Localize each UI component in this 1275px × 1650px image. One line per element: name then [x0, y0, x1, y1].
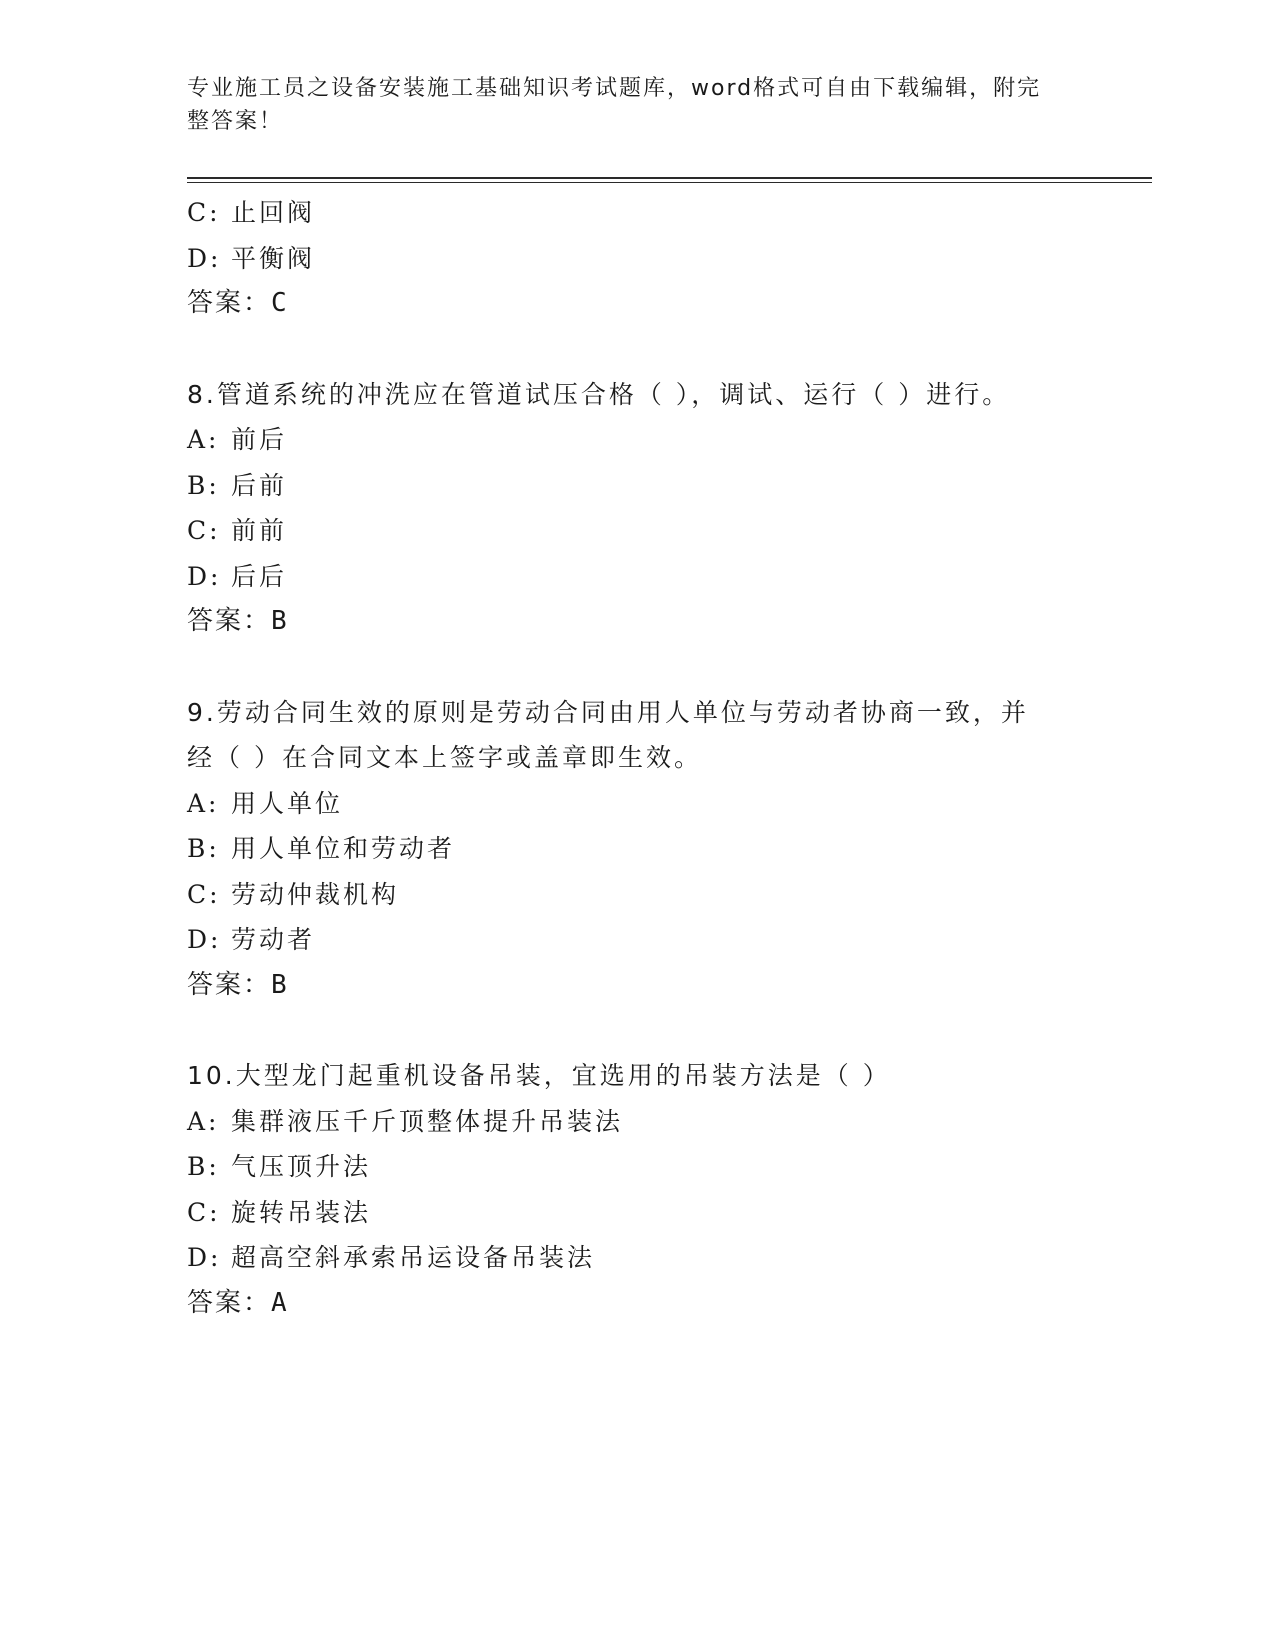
option-key: D:: [187, 561, 222, 591]
option-key: C:: [187, 879, 221, 909]
option-row: [187, 1190, 1087, 1236]
option-text: 气压顶升法: [231, 1152, 372, 1181]
option-key: A:: [187, 425, 220, 454]
question-block: [187, 690, 1087, 1009]
document-header: [187, 72, 1067, 138]
question-stem: 9.劳动合同生效的原则是劳动合同由用人单位与劳动者协商一致，并: [187, 697, 1029, 727]
option-key: A:: [187, 788, 220, 818]
question-content: [187, 190, 1087, 1326]
option-row: [187, 463, 1087, 509]
option-row: [187, 554, 1087, 600]
option-text: 止回阀: [231, 198, 316, 227]
option-row: [187, 236, 1087, 282]
answer-value: B: [271, 969, 289, 1000]
header-divider-thin: [187, 182, 1152, 183]
answer-label: 答案：: [187, 288, 272, 318]
option-key: B:: [187, 1152, 220, 1181]
option-text: 旋转吊装法: [231, 1197, 372, 1227]
option-key: C:: [187, 516, 221, 545]
option-row: [187, 1099, 1087, 1145]
option-key: D:: [187, 1243, 222, 1272]
header-line-2: 整答案！: [187, 109, 284, 134]
option-key: C:: [187, 1197, 221, 1227]
option-row: [187, 872, 1087, 918]
answer-label: 答案：: [187, 1287, 272, 1318]
option-text: 劳动者: [231, 925, 316, 954]
answer-label: 答案：: [187, 606, 272, 636]
option-text: 超高空斜承索吊运设备吊装法: [231, 1243, 596, 1272]
option-text: 前前: [231, 516, 288, 545]
spacer: [187, 645, 1087, 690]
option-text: 劳动仲裁机构: [231, 879, 400, 909]
question-block: [187, 1053, 1087, 1326]
option-row: [187, 917, 1087, 963]
option-text: 后后: [231, 561, 288, 591]
option-key: C:: [187, 198, 221, 227]
option-key: D:: [187, 243, 222, 273]
option-row: [187, 190, 1087, 236]
option-text: 用人单位: [231, 788, 344, 818]
answer-value: B: [271, 606, 289, 636]
spacer: [187, 327, 1087, 372]
answer-line: [187, 1281, 1087, 1327]
option-text: 前后: [231, 425, 288, 454]
question-stem: 10.大型龙门起重机设备吊装，宜选用的吊装方法是（ ）: [187, 1061, 891, 1090]
option-text: 集群液压千斤顶整体提升吊装法: [231, 1106, 624, 1136]
option-row: [187, 781, 1087, 827]
answer-line: [187, 599, 1087, 645]
header-divider-thick: [187, 177, 1152, 179]
option-text: 用人单位和劳动者: [231, 834, 456, 863]
option-key: B:: [187, 470, 220, 500]
option-key: B:: [187, 834, 220, 863]
question-block: [187, 372, 1087, 645]
header-line-1: 专业施工员之设备安装施工基础知识考试题库，word格式可自由下载编辑，附完: [187, 76, 1042, 101]
option-row: [187, 508, 1087, 554]
answer-line: [187, 963, 1087, 1009]
option-text: 后前: [231, 470, 288, 500]
answer-label: 答案：: [187, 969, 272, 1000]
option-key: D:: [187, 925, 222, 954]
question-stem: 经（ ）在合同文本上签字或盖章即生效。: [187, 743, 702, 772]
spacer: [187, 1008, 1087, 1053]
option-key: A:: [187, 1106, 220, 1136]
option-row: [187, 417, 1087, 463]
question-fragment: [187, 190, 1087, 327]
option-row: [187, 1144, 1087, 1190]
option-row: [187, 826, 1087, 872]
answer-value: C: [271, 288, 289, 318]
answer-value: A: [271, 1287, 289, 1318]
option-row: [187, 1235, 1087, 1281]
question-stem: 8.管道系统的冲洗应在管道试压合格（ ），调试、运行（ ）进行。: [187, 379, 1011, 409]
answer-line: [187, 281, 1087, 327]
option-text: 平衡阀: [231, 243, 316, 273]
